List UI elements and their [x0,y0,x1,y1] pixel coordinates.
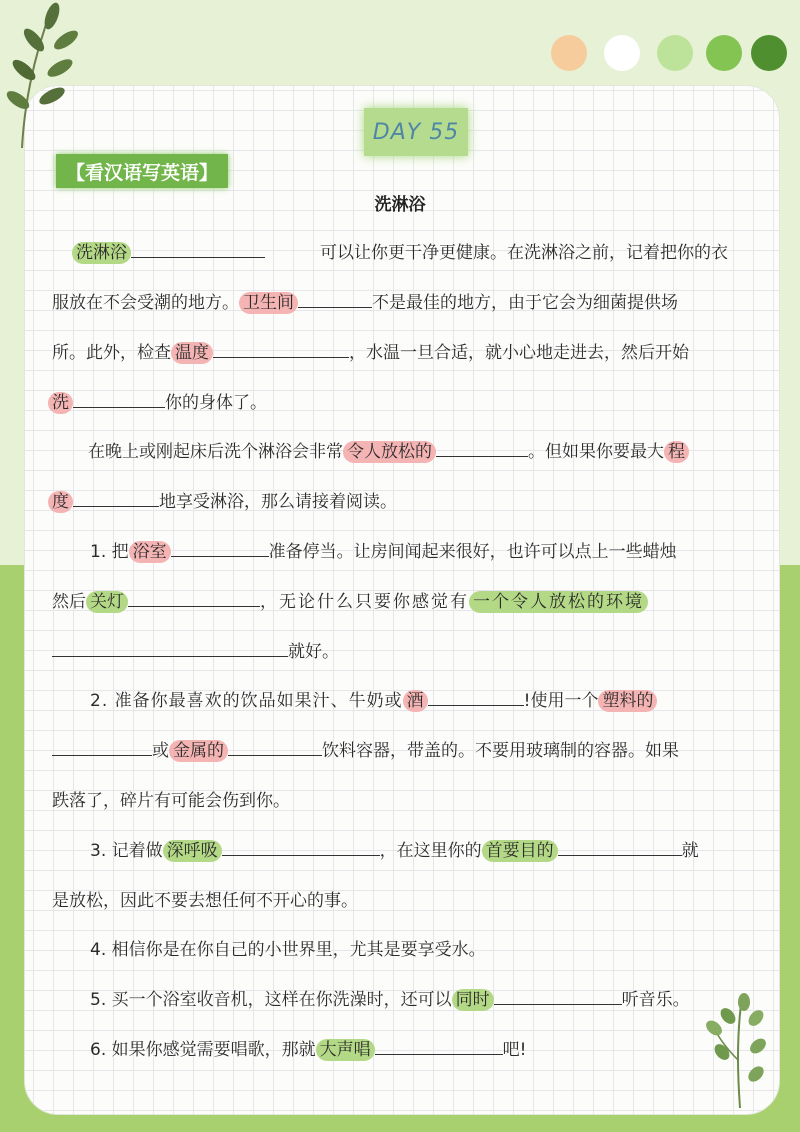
text-segment: ，在这里你的 [379,841,482,861]
answer-blank[interactable] [375,1036,503,1055]
text-segment: 3. 记着做 [90,841,163,861]
text-segment: 就好。 [288,642,339,662]
highlight-term: 深呼吸 [163,840,222,862]
text-line-3 [52,338,689,368]
text-line-4 [48,388,267,418]
text-segment: 跌落了，碎片有可能会伤到你。 [52,791,290,811]
color-dot-green [706,35,742,71]
highlight-term: 温度 [171,342,213,364]
text-segment: 饮料容器，带盖的。不要用玻璃制的容器。如果 [322,741,679,761]
text-line-13 [90,836,699,866]
answer-blank[interactable] [228,737,322,756]
text-segment: 听音乐。 [621,990,690,1010]
highlight-term: 酒 [403,690,428,712]
color-dot-white [604,35,640,71]
highlight-term: 同时 [452,989,494,1011]
answer-blank[interactable] [436,438,528,457]
text-segment: 4. 相信你是在你自己的小世界里，尤其是要享受水。 [90,940,486,960]
text-segment: 6. 如果你感觉需要唱歌，那就 [90,1040,316,1060]
text-segment: 可以让你更干净更健康。在洗淋浴之前，记着把你的衣 [320,243,728,263]
text-segment: 5. 买一个浴室收音机，这样在你洗澡时，还可以 [90,990,452,1010]
highlight-term: 卫生间 [239,292,298,314]
color-dot-light-green [657,35,693,71]
highlight-term: 浴室 [129,541,171,563]
answer-blank[interactable] [222,837,380,856]
text-segment: 然后 [52,592,86,612]
text-segment: 你的身体了。 [165,393,267,413]
text-segment: 1. 把 [90,542,129,562]
text-segment [72,238,265,268]
text-line-5 [88,437,689,467]
text-segment: 2. 准备你最喜欢的饮品如果汁、牛奶或 [90,691,403,711]
text-line-9 [52,637,339,667]
highlight-term: 程 [664,441,689,463]
section-label: 【看汉语写英语】 [56,154,228,188]
text-segment: 不是最佳的地方，由于它会为细菌提供场 [372,293,678,313]
answer-blank[interactable] [73,488,159,507]
text-line-7 [90,537,677,567]
highlight-term: 度 [48,491,73,513]
leaf-branch-bottom-right-icon [698,990,778,1110]
text-segment: 或 [152,741,169,761]
answer-blank[interactable] [52,737,152,756]
text-segment: 所。此外，检查 [52,343,171,363]
highlight-term: 金属的 [169,740,228,762]
highlight-term: 洗淋浴 [72,242,131,264]
text-segment: 是放松，因此不要去想任何不开心的事。 [52,891,358,911]
highlight-term: 塑料的 [598,690,657,712]
highlight-term: 一个令人放松的环境 [469,591,648,613]
answer-blank[interactable] [171,538,269,557]
answer-blank[interactable] [131,239,265,258]
text-line-12 [52,786,290,816]
text-line-2 [52,288,678,318]
highlight-term: 关灯 [86,591,128,613]
text-segment: 地享受淋浴，那么请接着阅读。 [159,492,397,512]
day-badge: DAY 55 [364,108,468,156]
text-line-6 [48,487,397,517]
text-line-17 [90,1035,526,1065]
answer-blank[interactable] [494,986,622,1005]
answer-blank[interactable] [52,638,288,657]
text-segment: 准备停当。让房间闻起来很好，也许可以点上一些蜡烛 [268,542,677,562]
answer-blank[interactable] [73,389,165,408]
answer-blank[interactable] [298,289,372,308]
text-line-10 [90,686,657,716]
highlight-term: 首要目的 [482,840,558,862]
text-segment: 服放在不会受潮的地方。 [52,293,239,313]
text-segment: 就 [681,841,699,861]
text-segment: ，水温一旦合适，就小心地走进去，然后开始 [349,343,689,363]
text-segment: 吧! [502,1040,527,1060]
answer-blank[interactable] [128,588,260,607]
leaf-branch-top-left-icon [4,0,84,150]
text-segment: ，无论什么只要你感觉有 [260,592,469,612]
highlight-term: 令人放松的 [343,441,436,463]
text-segment: 在晚上或刚起床后洗个淋浴会非常 [88,442,343,462]
text-segment: 。但如果你要最大 [528,442,664,462]
answer-blank[interactable] [428,687,524,706]
text-line-15 [90,935,486,965]
text-segment: !使用一个 [523,691,599,711]
highlight-term: 大声唱 [316,1039,375,1061]
text-line-8 [52,587,648,617]
answer-blank[interactable] [558,837,682,856]
text-line-1 [72,238,728,268]
page-title: 洗淋浴 [374,195,426,215]
text-line-11 [52,736,679,766]
text-line-14 [52,886,358,916]
answer-blank[interactable] [213,339,349,358]
color-dot-peach [551,35,587,71]
text-line-16 [90,985,690,1015]
highlight-term: 洗 [48,392,73,414]
color-dot-dark-green [751,35,787,71]
